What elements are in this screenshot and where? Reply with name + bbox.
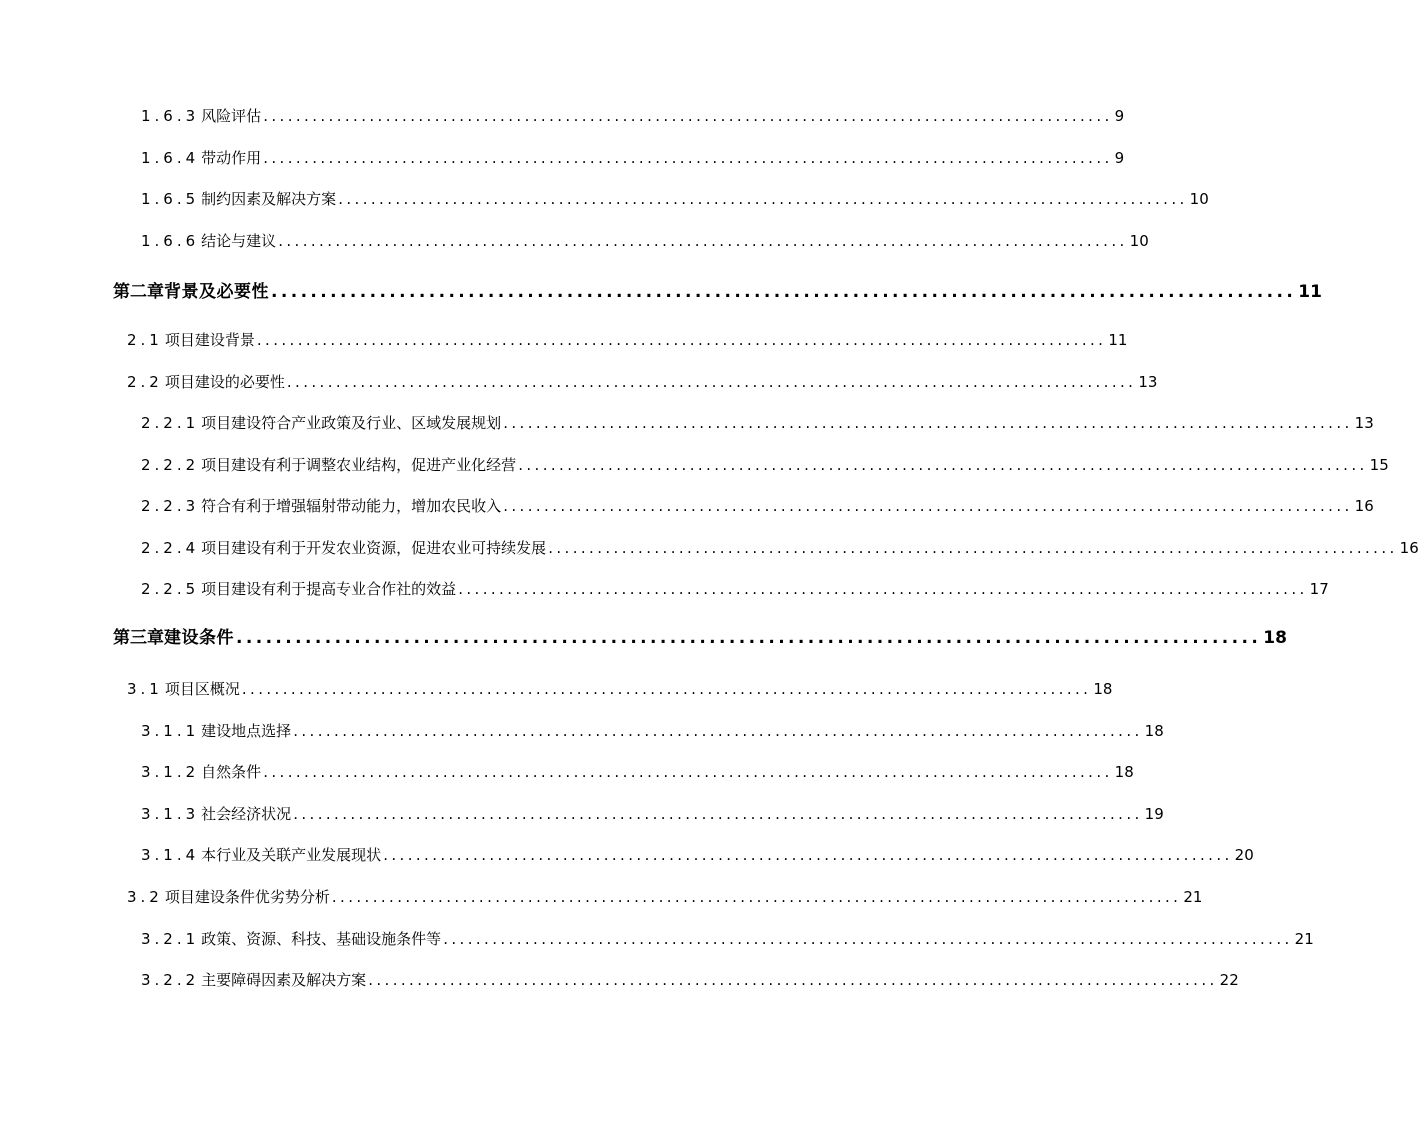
toc-entry[interactable] [141,760,1134,784]
toc-page-number: 9 [1114,149,1125,167]
toc-entry-number: 1.6.6 [141,232,200,250]
toc-entry-title: 带动作用 [201,149,262,167]
toc-entry[interactable] [127,885,1203,909]
toc-entry-number: 3.1 [127,680,163,698]
toc-entry-number: 3.1.4 [141,846,200,864]
toc-page-number: 17 [1309,580,1329,598]
toc-entry[interactable] [141,229,1149,253]
toc-page-number: 10 [1189,190,1209,208]
toc-entry[interactable] [141,577,1329,601]
toc-entry-title: 自然条件 [201,763,262,781]
toc-dot-leader: ........................................................................................................ [241,680,1092,698]
toc-entry-number: 2.2.4 [141,539,200,557]
toc-entry-number: 2.2.2 [141,456,200,474]
toc-entry-number: 2.2.5 [141,580,200,598]
toc-page-number: 11 [1108,331,1128,349]
toc-entry-title: 项目建设有利于调整农业结构，促进产业化经营 [201,456,517,474]
toc-dot-leader: ........................................................................................................ [236,628,1262,648]
toc-dot-leader: ........................................................................................................ [338,190,1188,208]
toc-entry-number: 3.1.2 [141,763,200,781]
toc-entry-number: 2.2.1 [141,414,200,432]
toc-dot-leader: ........................................................................................................ [286,373,1137,391]
toc-entry-number: 1.6.4 [141,149,200,167]
toc-entry-number: 2.1 [127,331,163,349]
toc-chapter-number: 第三章 [113,628,164,648]
toc-entry[interactable] [141,927,1314,951]
toc-dot-leader: ........................................................................................................ [383,846,1233,864]
toc-page-number: 16 [1399,539,1419,557]
toc-entry-title: 建设地点选择 [201,722,292,740]
toc-entry[interactable] [141,146,1125,170]
toc-entry-number: 3.2.1 [141,930,200,948]
toc-dot-leader: ........................................................................................................ [293,805,1143,823]
toc-dot-leader: ........................................................................................................ [278,232,1128,250]
toc-page-number: 13 [1138,373,1158,391]
toc-entry[interactable] [127,370,1158,394]
toc-dot-leader: ........................................................................................................ [256,331,1107,349]
toc-entry[interactable] [141,104,1125,128]
toc-dot-leader: ........................................................................................................ [293,722,1143,740]
toc-entry-title: 项目建设的必要性 [164,373,285,391]
toc-page-number: 18 [1093,680,1113,698]
toc-page-number: 21 [1183,888,1203,906]
toc-entry-title: 符合有利于增强辐射带动能力，增加农民收入 [201,497,502,515]
toc-entry[interactable] [141,453,1389,477]
toc-dot-leader: ........................................................................................................ [263,763,1113,781]
toc-entry-number: 1.6.3 [141,107,200,125]
toc-entry[interactable] [141,494,1374,518]
toc-page-number: 16 [1354,497,1374,515]
toc-entry-title: 项目建设条件优劣势分析 [164,888,330,906]
toc-entry-number: 3.2 [127,888,163,906]
toc-dot-leader: ........................................................................................................ [458,580,1308,598]
toc-chapter-number: 第二章 [113,282,164,302]
toc-page-number: 18 [1144,722,1164,740]
toc-entry-title: 项目建设有利于提高专业合作社的效益 [201,580,457,598]
toc-entry-number: 1.6.5 [141,190,200,208]
toc-entry-title: 制约因素及解决方案 [201,190,337,208]
toc-chapter-entry[interactable] [113,280,1322,304]
toc-page-number: 21 [1294,930,1314,948]
toc-chapter-entry[interactable] [113,626,1287,650]
toc-dot-leader: ........................................................................................................ [443,930,1293,948]
toc-entry-title: 项目建设背景 [164,331,255,349]
toc-entry[interactable] [141,802,1164,826]
toc-dot-leader: ........................................................................................................ [503,414,1353,432]
toc-entry[interactable] [141,968,1239,992]
toc-entry-number: 3.1.3 [141,805,200,823]
toc-dot-leader: ........................................................................................................ [271,282,1297,302]
toc-entry[interactable] [127,677,1113,701]
toc-page-number: 19 [1144,805,1164,823]
toc-entry-number: 3.2.2 [141,971,200,989]
toc-entry-title: 项目建设有利于开发农业资源，促进农业可持续发展 [201,539,547,557]
toc-entry-title: 本行业及关联产业发展现状 [201,846,382,864]
toc-entry-number: 2.2 [127,373,163,391]
toc-entry-title: 项目区概况 [164,680,240,698]
toc-dot-leader: ........................................................................................................ [518,456,1368,474]
toc-dot-leader: ........................................................................................................ [263,149,1113,167]
toc-entry-title: 风险评估 [201,107,262,125]
toc-page-number: 15 [1369,456,1389,474]
toc-entry-title: 项目建设符合产业政策及行业、区域发展规划 [201,414,502,432]
toc-dot-leader: ........................................................................................................ [503,497,1353,515]
toc-dot-leader: ........................................................................................................ [263,107,1113,125]
toc-entry-number: 3.1.1 [141,722,200,740]
toc-entry[interactable] [141,536,1419,560]
toc-entry-title: 政策、资源、科技、基础设施条件等 [201,930,442,948]
toc-chapter-title: 背景及必要性 [164,282,269,302]
toc-entry[interactable] [141,843,1254,867]
toc-page-number: 20 [1234,846,1254,864]
toc-entry[interactable] [127,328,1128,352]
toc-dot-leader: ........................................................................................................ [368,971,1218,989]
toc-entry[interactable] [141,187,1209,211]
toc-page-number: 22 [1219,971,1239,989]
toc-page-number: 13 [1354,414,1374,432]
toc-page-number: 18 [1114,763,1134,781]
toc-entry-title: 结论与建议 [201,232,277,250]
toc-entry-number: 2.2.3 [141,497,200,515]
toc-page-number: 11 [1298,282,1322,302]
toc-page-number: 9 [1114,107,1125,125]
toc-page-number: 18 [1263,628,1287,648]
toc-entry[interactable] [141,719,1164,743]
toc-page-number: 10 [1129,232,1149,250]
toc-chapter-title: 建设条件 [164,628,234,648]
toc-dot-leader: ........................................................................................................ [331,888,1182,906]
toc-entry-title: 主要障碍因素及解决方案 [201,971,367,989]
toc-entry-title: 社会经济状况 [201,805,292,823]
toc-entry[interactable] [141,411,1374,435]
toc-dot-leader: ........................................................................................................ [548,539,1398,557]
